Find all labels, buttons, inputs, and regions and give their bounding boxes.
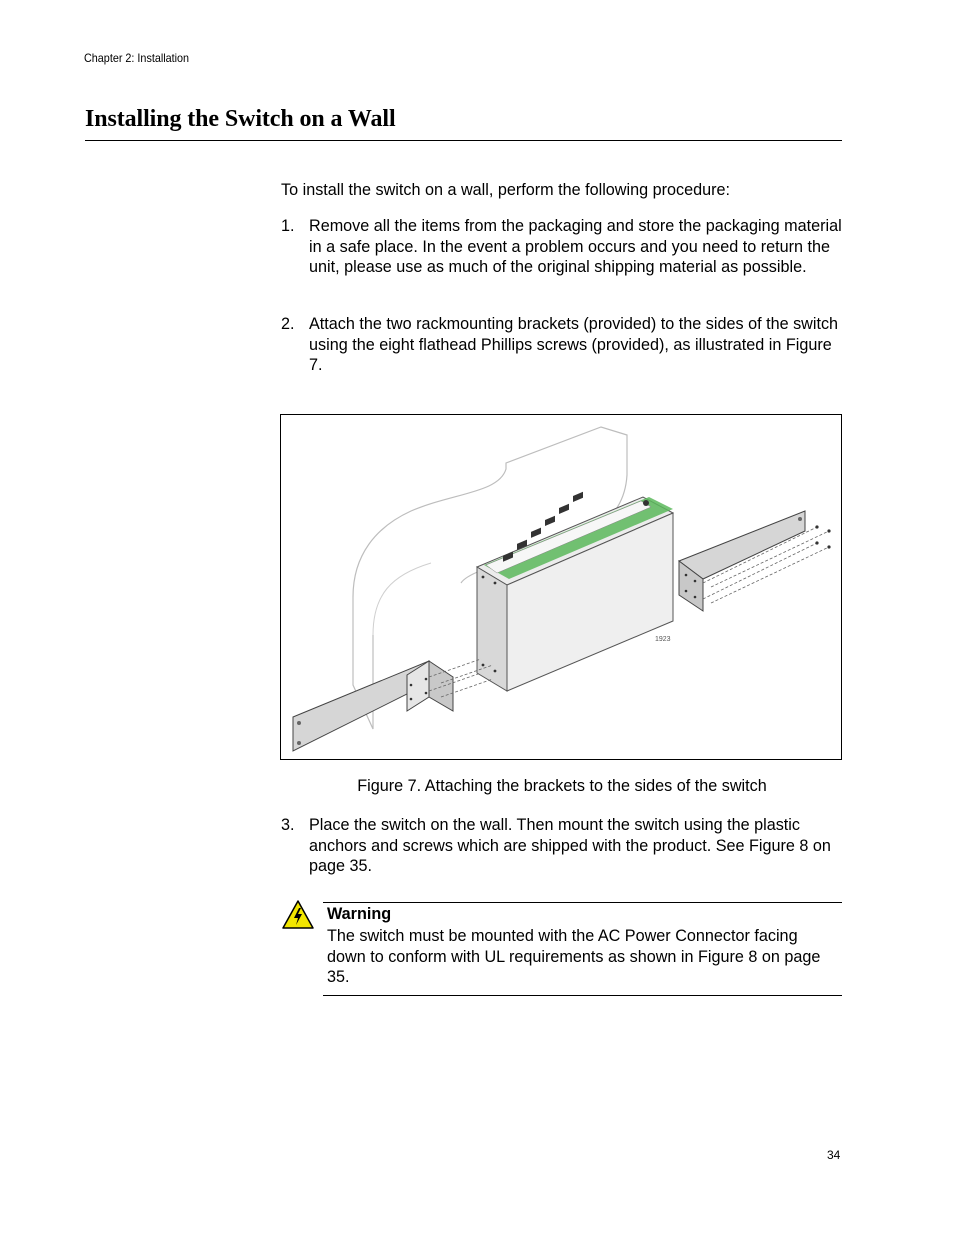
page-title: Installing the Switch on a Wall bbox=[85, 106, 396, 132]
step-number: 1. bbox=[281, 217, 295, 235]
intro-paragraph: To install the switch on a wall, perform the following procedure: bbox=[281, 181, 730, 199]
running-header: Chapter 2: Installation bbox=[84, 51, 190, 65]
step-text: Attach the two rackmounting brackets (provided) to the sides of the switch using the eight flathead Phillips screws (provided), as illustrated in Figure 7. bbox=[309, 315, 839, 374]
figure-id-label: 1923 bbox=[655, 636, 671, 643]
wall-inner bbox=[373, 563, 431, 635]
bracket-illustration bbox=[281, 415, 843, 761]
electrical-hazard-icon bbox=[281, 899, 315, 930]
switch-unit bbox=[477, 492, 673, 691]
figure-7 bbox=[280, 414, 842, 760]
warning-bottom-rule bbox=[323, 995, 842, 996]
warning-top-rule bbox=[323, 902, 842, 903]
figure-caption: Figure 7. Attaching the brackets to the sides of the switch bbox=[357, 777, 767, 795]
step-text: Remove all the items from the packaging and store the packaging material in a safe place. In the event a problem occurs and you need to return the unit, please use as much of the original shipping material as possible. bbox=[309, 217, 842, 276]
step-text: Place the switch on the wall. Then mount the switch using the plastic anchors and screws which are shipped with the product. See Figure 8 on page 35. bbox=[309, 816, 831, 875]
page-number: 34 bbox=[827, 1148, 841, 1162]
title-rule bbox=[85, 140, 842, 141]
warning-title: Warning bbox=[327, 905, 392, 923]
right-bracket bbox=[679, 511, 805, 611]
step-number: 3. bbox=[281, 816, 295, 834]
warning-text: The switch must be mounted with the AC Power Connector facing down to conform with UL requirements as shown in Figure 8 on page 35. bbox=[327, 927, 821, 986]
right-screws bbox=[815, 525, 830, 548]
step-number: 2. bbox=[281, 315, 295, 333]
